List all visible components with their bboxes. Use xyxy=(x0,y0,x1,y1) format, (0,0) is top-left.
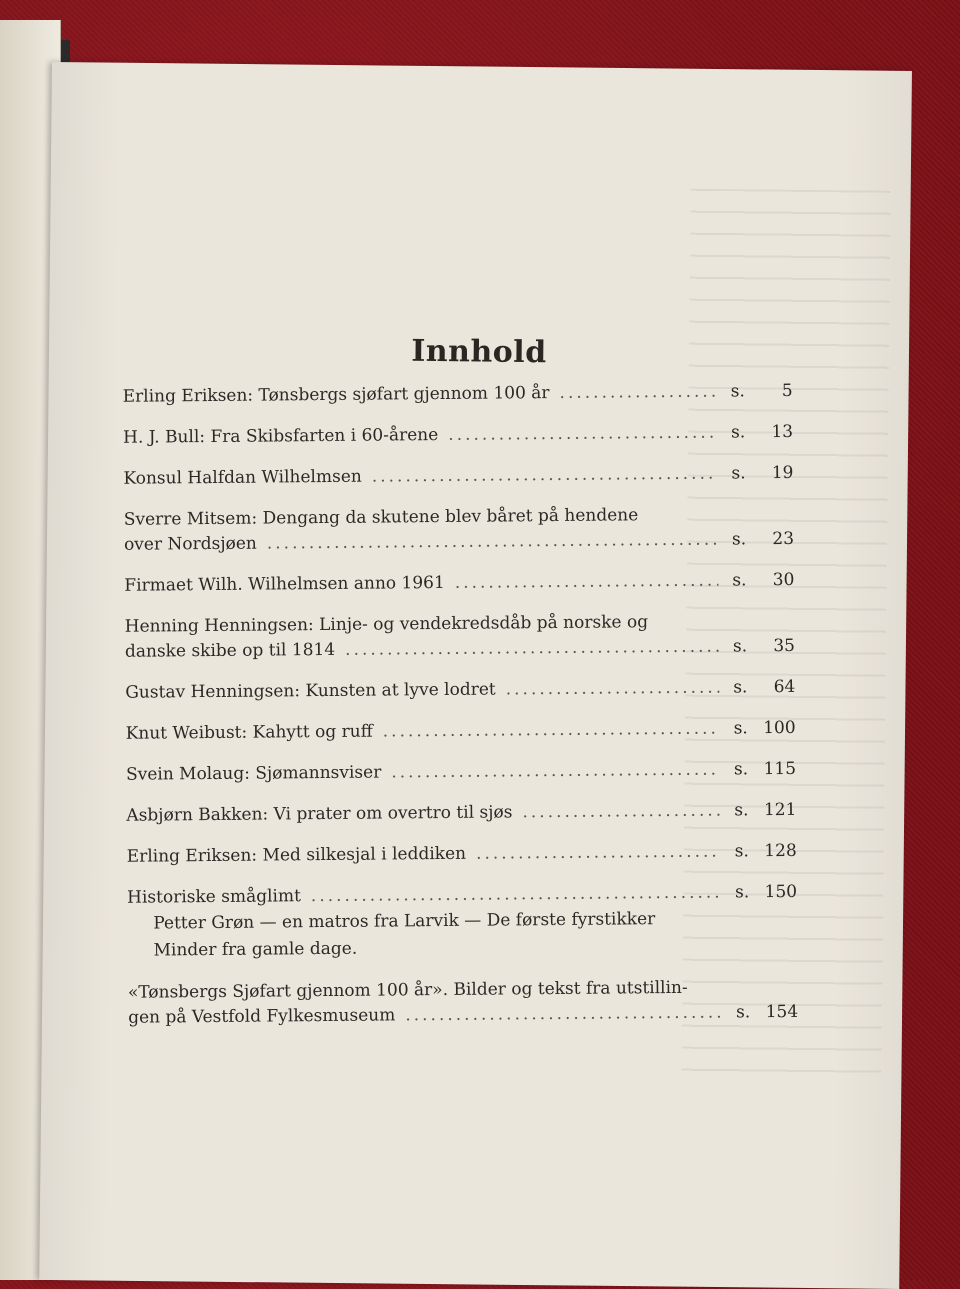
dot-leader xyxy=(345,635,719,663)
entry-title: Erling Eriksen: Tønsbergs sjøfart gjennom 100 år xyxy=(122,383,550,407)
page-prefix: s. xyxy=(733,759,749,780)
page-number: 154 xyxy=(765,1001,799,1023)
page-prefix: s. xyxy=(730,422,746,443)
page-prefix: s. xyxy=(731,529,747,550)
dot-leader xyxy=(405,1001,722,1029)
page-prefix: s. xyxy=(731,463,746,484)
entry-title-line2: over Nordsjøen xyxy=(123,533,257,555)
page-number: 128 xyxy=(764,840,797,862)
page-title: Innhold xyxy=(411,333,547,371)
dot-leader xyxy=(372,462,718,490)
entry-title: Historiske småglimt xyxy=(127,886,301,908)
page-number: 23 xyxy=(772,528,795,550)
page-prefix: s. xyxy=(733,677,748,698)
entry-title: Svein Molaug: Sjømannsviser xyxy=(125,762,382,785)
dot-leader xyxy=(476,840,721,867)
page-number: 150 xyxy=(764,881,798,903)
toc-entry xyxy=(123,461,793,492)
page-number: 64 xyxy=(773,676,796,698)
table-of-contents xyxy=(123,379,799,1047)
dot-leader xyxy=(506,676,720,703)
toc-entry xyxy=(127,880,798,965)
entry-title-line2: gen på Vestfold Fylkesmuseum xyxy=(128,1005,396,1028)
toc-entry xyxy=(128,975,798,1031)
dot-leader xyxy=(267,528,718,557)
page-prefix: s. xyxy=(734,800,749,821)
dot-leader xyxy=(311,881,721,910)
book-page xyxy=(39,62,912,1289)
entry-title: Konsul Halfdan Wilhelmsen xyxy=(123,466,362,489)
entry-title: Asbjørn Bakken: Vi prater om overtro til sjøs xyxy=(126,802,513,826)
page-number: 5 xyxy=(781,380,793,402)
entry-title: Erling Eriksen: Med silkesjal i leddiken xyxy=(126,843,467,867)
page-prefix: s. xyxy=(734,882,750,903)
toc-entry xyxy=(125,609,795,665)
dot-leader xyxy=(383,717,720,745)
page-prefix: s. xyxy=(732,636,748,657)
page-number: 19 xyxy=(771,462,794,484)
toc-entry xyxy=(124,502,794,558)
toc-entry xyxy=(126,757,796,788)
entry-subline: Minder fra gamle dage. xyxy=(153,938,358,961)
entry-title: H. J. Bull: Fra Skibsfarten i 60-årene xyxy=(122,425,439,448)
dot-leader xyxy=(522,799,720,826)
entry-title: Firmaet Wilh. Wilhelmsen anno 1961 xyxy=(124,572,445,596)
entry-title-line1: Henning Henningsen: Linje- og vendekredsdåb på norske og xyxy=(124,612,649,637)
toc-entry xyxy=(125,675,795,706)
dot-leader xyxy=(455,569,719,596)
page-prefix: s. xyxy=(732,570,747,591)
dot-leader xyxy=(391,758,720,786)
dot-leader xyxy=(448,421,717,448)
toc-entry xyxy=(126,798,796,829)
toc-entry xyxy=(126,716,796,747)
page-prefix: s. xyxy=(733,718,748,739)
entry-title: Gustav Henningsen: Kunsten at lyve lodret xyxy=(125,679,496,703)
entry-title: Knut Weibust: Kahytt og ruff xyxy=(125,721,373,744)
page-prefix: s. xyxy=(736,1002,751,1023)
page-prefix: s. xyxy=(734,841,749,862)
entry-title-line1: «Tønsbergs Sjøfart gjennom 100 år». Bilder og tekst fra utstillin- xyxy=(127,977,688,1003)
page-prefix: s. xyxy=(730,381,745,402)
page-number: 115 xyxy=(763,758,797,780)
entry-title-line1: Sverre Mitsem: Dengang da skutene blev båret på hendene xyxy=(123,505,639,530)
page-number: 121 xyxy=(763,799,797,821)
entry-subline: Petter Grøn — en matros fra Larvik — De første fyrstikker xyxy=(153,909,656,934)
toc-entry xyxy=(124,568,794,599)
toc-entry xyxy=(127,839,797,870)
dot-leader xyxy=(559,380,716,406)
toc-entry xyxy=(123,420,793,451)
page-number: 30 xyxy=(772,569,795,591)
page-number: 13 xyxy=(771,421,794,443)
page-number: 100 xyxy=(763,717,796,739)
page-number: 35 xyxy=(773,635,796,657)
toc-entry xyxy=(123,379,793,410)
entry-title-line2: danske skibe op til 1814 xyxy=(124,639,336,662)
